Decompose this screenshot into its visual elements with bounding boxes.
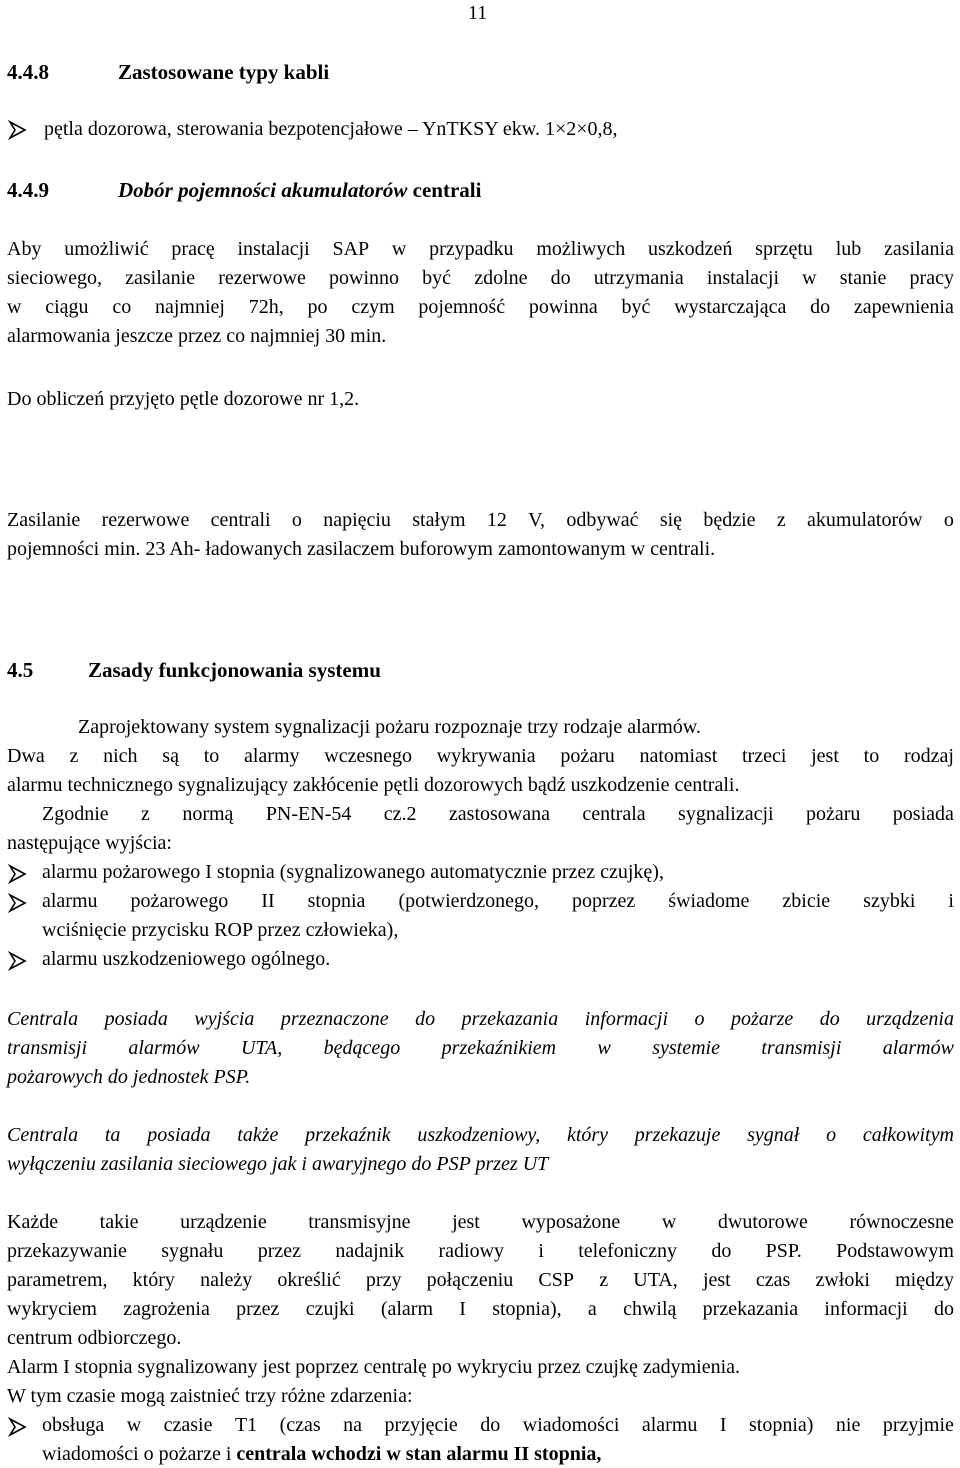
output-bullet: alarmu uszkodzeniowego ogólnego.	[42, 948, 331, 970]
italic-paragraph-line: pożarowych do jednostek PSP.	[7, 1066, 251, 1088]
paragraph-line: sieciowego, zasilanie rezerwowe powinno być zdolne do utrzymania instalacji w stanie pracy	[7, 267, 954, 289]
paragraph-line: Zgodnie z normą PN-EN-54 cz.2 zastosowana centrala sygnalizacji pożaru posiada	[42, 803, 954, 825]
arrow-bullet-icon	[8, 893, 28, 913]
italic-paragraph-line: Centrala posiada wyjścia przeznaczone do przekazania informacji o pożarze do urządzenia	[7, 1008, 954, 1030]
paragraph-line: wykryciem zagrożenia przez czujki (alarm I stopnia), a chwilą przekazania informacji do	[7, 1298, 954, 1320]
italic-paragraph-line: Centrala ta posiada także przekaźnik uszkodzeniowy, który przekazuje sygnał o całkowitym	[7, 1124, 954, 1146]
section-number-45: 4.5	[7, 658, 34, 682]
event-bullet-continuation: wiadomości o pożarze i centrala wchodzi w stan alarmu II stopnia,	[42, 1443, 602, 1465]
section-title-448: Zastosowane typy kabli	[118, 60, 330, 84]
arrow-bullet-icon	[8, 864, 28, 884]
page-number: 11	[468, 2, 488, 24]
italic-paragraph-line: transmisji alarmów UTA, będącego przekaźnikiem w systemie transmisji alarmów	[7, 1037, 954, 1059]
paragraph-line: centrum odbiorczego.	[7, 1327, 182, 1349]
paragraph-line: przekazywanie sygnału przez nadajnik radiowy i telefoniczny do PSP. Podstawowym	[7, 1240, 954, 1262]
paragraph-line: Zasilanie rezerwowe centrali o napięciu stałym 12 V, odbywać się będzie z akumulatorów o	[7, 509, 954, 531]
arrow-bullet-icon	[8, 1417, 28, 1437]
output-bullet-continuation: wciśnięcie przycisku ROP przez człowieka),	[42, 919, 399, 941]
paragraph-calc: Do obliczeń przyjęto pętle dozorowe nr 1,2.	[7, 388, 360, 410]
paragraph-line: w ciągu co najmniej 72h, po czym pojemność powinna być wystarczająca do zapewnienia	[7, 296, 954, 318]
section-title-449: Dobór pojemności akumulatorów centrali	[118, 178, 482, 202]
paragraph-line: W tym czasie mogą zaistnieć trzy różne zdarzenia:	[7, 1385, 413, 1407]
paragraph-line: Każde takie urządzenie transmisyjne jest wyposażone w dwutorowe równoczesne	[7, 1211, 954, 1233]
arrow-bullet-icon	[8, 120, 28, 140]
section-title-45: Zasady funkcjonowania systemu	[88, 658, 381, 682]
paragraph-line: pojemności min. 23 Ah- ładowanych zasilaczem buforowym zamontowanym w centrali.	[7, 538, 716, 560]
arrow-bullet-icon	[8, 951, 28, 971]
event-bullet: obsługa w czasie T1 (czas na przyjęcie do wiadomości alarmu I stopnia) nie przyjmie	[42, 1414, 954, 1436]
paragraph-line: parametrem, który należy określić przy połączeniu CSP z UTA, jest czas zwłoki między	[7, 1269, 954, 1291]
paragraph-line: alarmowania jeszcze przez co najmniej 30 min.	[7, 325, 387, 347]
paragraph-line: Alarm I stopnia sygnalizowany jest poprzez centralę po wykryciu przez czujkę zadymienia.	[7, 1356, 741, 1378]
output-bullet: alarmu pożarowego II stopnia (potwierdzonego, poprzez świadome zbicie szybki i	[42, 890, 954, 912]
section-number-448: 4.4.8	[7, 60, 49, 84]
cable-type-bullet: pętla dozorowa, sterowania bezpotencjałowe – YnTKSY ekw. 1×2×0,8,	[44, 118, 618, 140]
paragraph-line: alarmu technicznego sygnalizujący zakłócenie pętli dozorowych bądź uszkodzenie centrali.	[7, 774, 740, 796]
italic-paragraph-line: wyłączeniu zasilania sieciowego jak i awaryjnego do PSP przez UT	[7, 1153, 549, 1175]
section-number-449: 4.4.9	[7, 178, 49, 202]
paragraph-line: Aby umożliwić pracę instalacji SAP w przypadku możliwych uszkodzeń sprzętu lub zasilania	[7, 238, 954, 260]
paragraph-line: Dwa z nich są to alarmy wczesnego wykrywania pożaru natomiast trzeci jest to rodzaj	[7, 745, 954, 767]
paragraph-line: następujące wyjścia:	[7, 832, 172, 854]
output-bullet: alarmu pożarowego I stopnia (sygnalizowanego automatycznie przez czujkę),	[42, 861, 664, 883]
paragraph-line: Zaprojektowany system sygnalizacji pożaru rozpoznaje trzy rodzaje alarmów.	[78, 716, 701, 738]
